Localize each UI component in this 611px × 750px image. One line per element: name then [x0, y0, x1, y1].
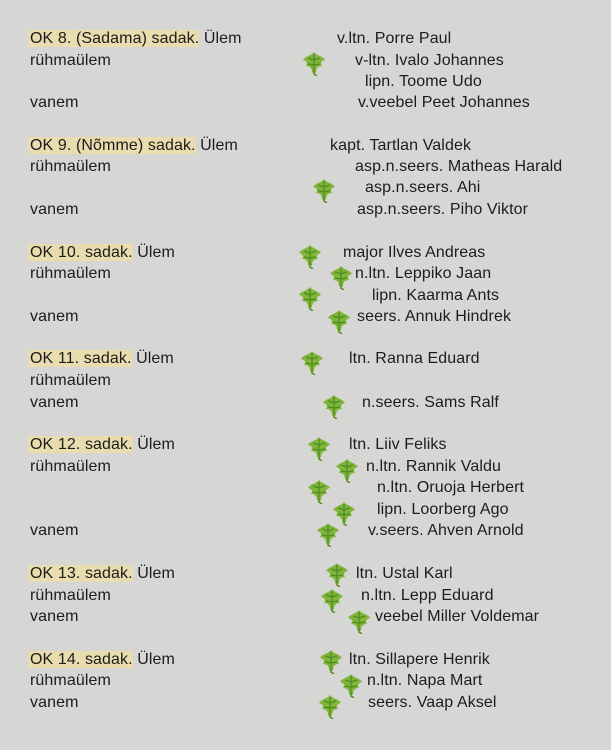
lead-title: Ülem — [203, 30, 242, 47]
role-label: rühmaülem — [30, 158, 111, 175]
role-label: rühmaülem — [30, 372, 111, 389]
person-name: kapt. Tartlan Valdek — [330, 137, 472, 154]
person-name: asp.n.seers. Matheas Harald — [355, 158, 563, 175]
person-name: v.seers. Ahven Arnold — [368, 522, 524, 539]
unit-label: OK 12. sadak. — [30, 436, 133, 453]
person-name: n.ltn. Leppiko Jaan — [355, 265, 492, 282]
section-heading — [30, 650, 175, 670]
section-heading — [30, 136, 238, 156]
role-label: vanem — [30, 308, 79, 325]
person-name: seers. Vaap Aksel — [368, 694, 497, 711]
lead-title: Ülem — [136, 350, 174, 367]
leaf-icon — [296, 285, 324, 311]
role-label: vanem — [30, 522, 79, 539]
section-heading — [30, 243, 175, 263]
leaf-icon — [305, 478, 333, 504]
section-heading — [30, 564, 175, 584]
role-label: vanem — [30, 201, 79, 218]
lead-title: Ülem — [137, 565, 175, 582]
person-name: v-ltn. Ivalo Johannes — [355, 52, 504, 69]
lead-title: Ülem — [137, 436, 175, 453]
leaf-icon — [345, 608, 373, 634]
leaf-icon — [323, 561, 351, 587]
unit-label: OK 8. (Sadama) sadak. — [30, 30, 200, 47]
leaf-icon — [314, 521, 342, 547]
person-name: asp.n.seers. Piho Viktor — [357, 201, 529, 218]
role-label: rühmaülem — [30, 458, 111, 475]
lead-title: Ülem — [137, 651, 175, 668]
section-heading — [30, 435, 175, 455]
leaf-icon — [298, 349, 326, 375]
person-name: n.seers. Sams Ralf — [362, 394, 499, 411]
unit-label: OK 11. sadak. — [30, 350, 132, 367]
leaf-icon — [317, 648, 345, 674]
person-name: major Ilves Andreas — [343, 244, 486, 261]
person-name: n.ltn. Oruoja Herbert — [377, 479, 525, 496]
person-name: n.ltn. Napa Mart — [367, 672, 483, 689]
role-label: vanem — [30, 394, 79, 411]
unit-label: OK 10. sadak. — [30, 244, 133, 261]
role-label: rühmaülem — [30, 672, 111, 689]
role-label: vanem — [30, 94, 79, 111]
person-name: ltn. Ranna Eduard — [349, 350, 480, 367]
person-name: seers. Annuk Hindrek — [357, 308, 512, 325]
person-name: n.ltn. Rannik Valdu — [366, 458, 502, 475]
person-name: ltn. Sillapere Henrik — [349, 651, 490, 668]
person-name: lipn. Kaarma Ants — [372, 287, 500, 304]
leaf-icon — [327, 264, 355, 290]
leaf-icon — [300, 50, 328, 76]
leaf-icon — [318, 587, 346, 613]
leaf-icon — [325, 308, 353, 334]
role-label: vanem — [30, 608, 79, 625]
person-name: v.ltn. Porre Paul — [337, 30, 452, 47]
role-label: rühmaülem — [30, 587, 111, 604]
person-name: veebel Miller Voldemar — [375, 608, 540, 625]
person-name: lipn. Loorberg Ago — [377, 501, 509, 518]
section-heading — [30, 29, 242, 49]
unit-label: OK 13. sadak. — [30, 565, 133, 582]
role-label: rühmaülem — [30, 52, 111, 69]
unit-label: OK 9. (Nõmme) sadak. — [30, 137, 196, 154]
person-name: ltn. Liiv Feliks — [349, 436, 447, 453]
person-name: n.ltn. Lepp Eduard — [361, 587, 494, 604]
leaf-icon — [316, 693, 344, 719]
person-name: asp.n.seers. Ahi — [365, 179, 481, 196]
leaf-icon — [310, 177, 338, 203]
person-name: v.veebel Peet Johannes — [358, 94, 530, 111]
unit-label: OK 14. sadak. — [30, 651, 133, 668]
lead-title: Ülem — [137, 244, 175, 261]
leaf-icon — [296, 243, 324, 269]
person-name: lipn. Toome Udo — [365, 73, 482, 90]
lead-title: Ülem — [200, 137, 238, 154]
leaf-icon — [320, 393, 348, 419]
leaf-icon — [333, 457, 361, 483]
section-heading — [30, 349, 174, 369]
person-name: ltn. Ustal Karl — [356, 565, 453, 582]
leaf-icon — [305, 435, 333, 461]
role-label: rühmaülem — [30, 265, 111, 282]
role-label: vanem — [30, 694, 79, 711]
